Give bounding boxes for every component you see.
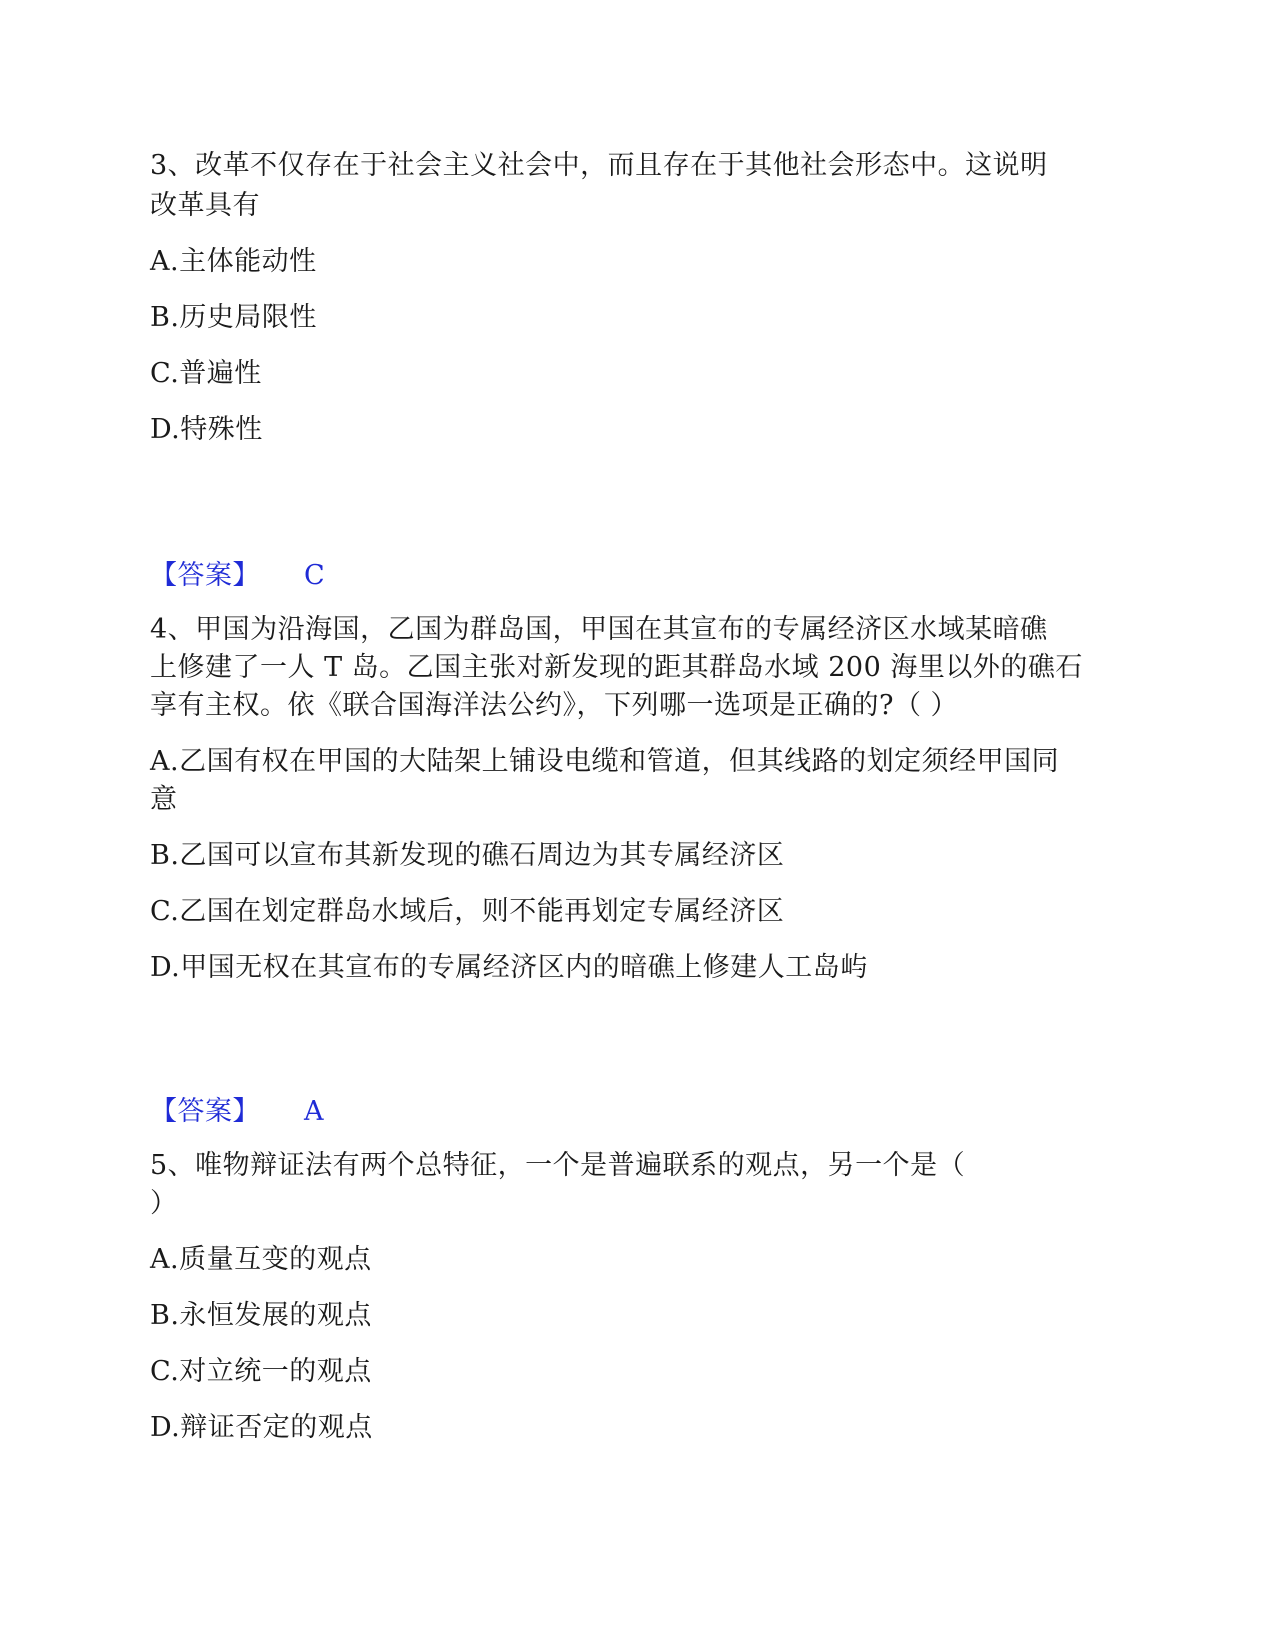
question-4-stem-line-3: 享有主权。依《联合国海洋法公约》，下列哪一选项是正确的?（ ）: [150, 690, 959, 721]
question-3-option-a: A.主体能动性: [150, 246, 317, 277]
question-3-option-b: B.历史局限性: [150, 302, 317, 333]
question-4-option-c: C.乙国在划定群岛水域后，则不能再划定专属经济区: [150, 896, 785, 927]
question-3-option-c: C.普遍性: [150, 358, 262, 389]
question-4-option-a-line-2: 意: [150, 784, 178, 815]
question-4-option-d: D.甲国无权在其宣布的专属经济区内的暗礁上修建人工岛屿: [150, 952, 868, 983]
question-4-stem-line-1: 4、甲国为沿海国，乙国为群岛国，甲国在其宣布的专属经济区水域某暗礁: [150, 614, 1048, 645]
question-4-stem-line-2: 上修建了一人 T 岛。乙国主张对新发现的距其群岛水域 200 海里以外的礁石: [150, 652, 1083, 683]
question-3-option-d: D.特殊性: [150, 414, 263, 445]
answer-label: 【答案】: [150, 560, 260, 591]
question-4-option-b: B.乙国可以宣布其新发现的礁石周边为其专属经济区: [150, 840, 785, 871]
question-5-option-c: C.对立统一的观点: [150, 1356, 372, 1387]
question-3-stem-line-1: 3、改革不仅存在于社会主义社会中，而且存在于其他社会形态中。这说明: [150, 150, 1048, 181]
answer-value: A: [304, 1096, 324, 1127]
answer-value: C: [304, 560, 326, 591]
question-5-option-d: D.辩证否定的观点: [150, 1412, 373, 1443]
question-3-stem-line-2: 改革具有: [150, 190, 260, 221]
question-3-answer: [150, 556, 325, 596]
question-4-answer: [150, 1092, 324, 1132]
answer-label: 【答案】: [150, 1096, 260, 1127]
question-5-option-b: B.永恒发展的观点: [150, 1300, 372, 1331]
question-5-stem-line-2: ）: [150, 1188, 178, 1219]
question-5-option-a: A.质量互变的观点: [150, 1244, 372, 1275]
question-5-stem-line-1: 5、唯物辩证法有两个总特征，一个是普遍联系的观点，另一个是（: [150, 1150, 966, 1181]
question-4-option-a-line-1: A.乙国有权在甲国的大陆架上铺设电缆和管道，但其线路的划定须经甲国同: [150, 746, 1060, 777]
